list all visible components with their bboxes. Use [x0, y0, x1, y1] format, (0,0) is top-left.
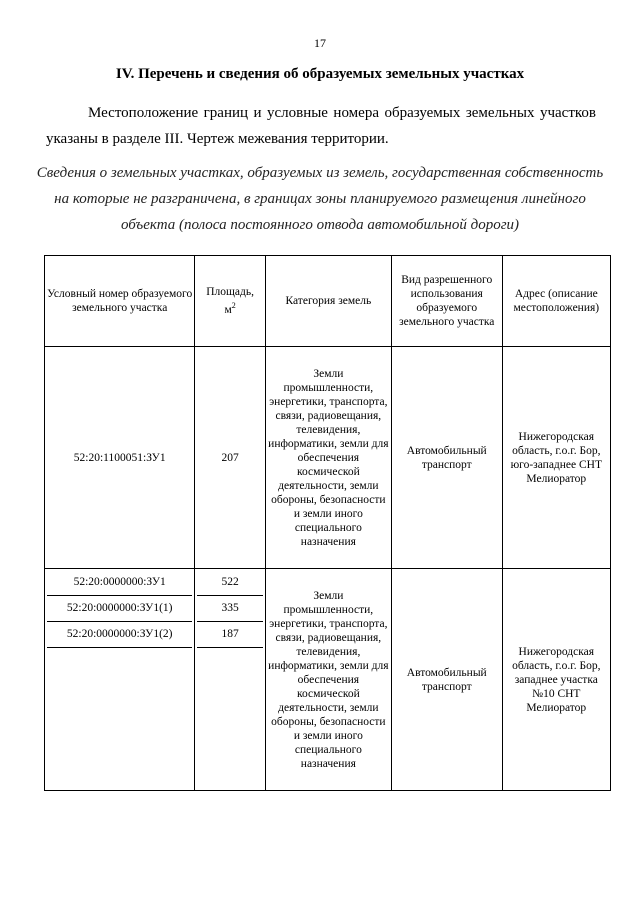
table-header-row — [45, 256, 611, 347]
header-usage: Вид разрешенного использования образуемого земельного участка — [391, 256, 502, 347]
row2-area-0: 522 — [197, 570, 262, 596]
row2-usage: Автомобильный транспорт — [391, 569, 502, 791]
table-caption: Сведения о земельных участках, образуемых из земель, государственная собственность на которые не разграничена, в границах зоны планируемого размещения линейного объекта (полоса постоянного отвода автомобильной дороги) — [36, 165, 604, 233]
row2-address: Нижегородская область, г.о.г. Бор, западнее участка №10 СНТ Мелиоратор — [502, 569, 610, 791]
section-title: IV. Перечень и сведения об образуемых земельных участках — [115, 66, 525, 82]
intro-paragraph: Местоположение границ и условные номера образуемых земельных участков указаны в разделе III. Чертеж межевания территории. — [46, 105, 596, 147]
row2-number-2: 52:20:0000000:ЗУ1(2) — [47, 622, 192, 648]
table-row — [45, 347, 611, 569]
row2-areas — [195, 569, 265, 791]
row1-address: Нижегородская область, г.о.г. Бор, юго-западнее СНТ Мелиоратор — [502, 347, 610, 569]
header-area-sup: 2 — [231, 301, 236, 311]
page-number: 17 — [314, 36, 326, 50]
row1-number: 52:20:1100051:ЗУ1 — [45, 347, 195, 569]
land-plots-table — [44, 255, 611, 791]
header-category: Категория земель — [265, 256, 391, 347]
row2-number-empty — [47, 648, 192, 790]
header-area-unit: м — [224, 303, 232, 316]
row2-category: Земли промышленности, энергетики, транспорта, связи, радиовещания, телевидения, информатики, земли для обеспечения космической деятельности, земли обороны, безопасности и земли иного специального назначения — [265, 569, 391, 791]
row2-area-1: 335 — [197, 596, 262, 622]
header-number: Условный номер образуемого земельного участка — [45, 256, 195, 347]
row2-area-2: 187 — [197, 622, 262, 648]
row1-area: 207 — [195, 347, 265, 569]
table-row — [45, 569, 611, 791]
header-address: Адрес (описание местоположения) — [502, 256, 610, 347]
row2-area-empty — [197, 648, 262, 790]
row1-category: Земли промышленности, энергетики, транспорта, связи, радиовещания, телевидения, информатики, земли для обеспечения космической деятельности, земли обороны, безопасности и земли иного специального назначения — [265, 347, 391, 569]
row1-usage: Автомобильный транспорт — [391, 347, 502, 569]
row2-number-1: 52:20:0000000:ЗУ1(1) — [47, 596, 192, 622]
row2-numbers — [45, 569, 195, 791]
row2-number-0: 52:20:0000000:ЗУ1 — [47, 570, 192, 596]
header-area-label: Площадь, — [206, 286, 254, 299]
header-area — [195, 256, 265, 347]
